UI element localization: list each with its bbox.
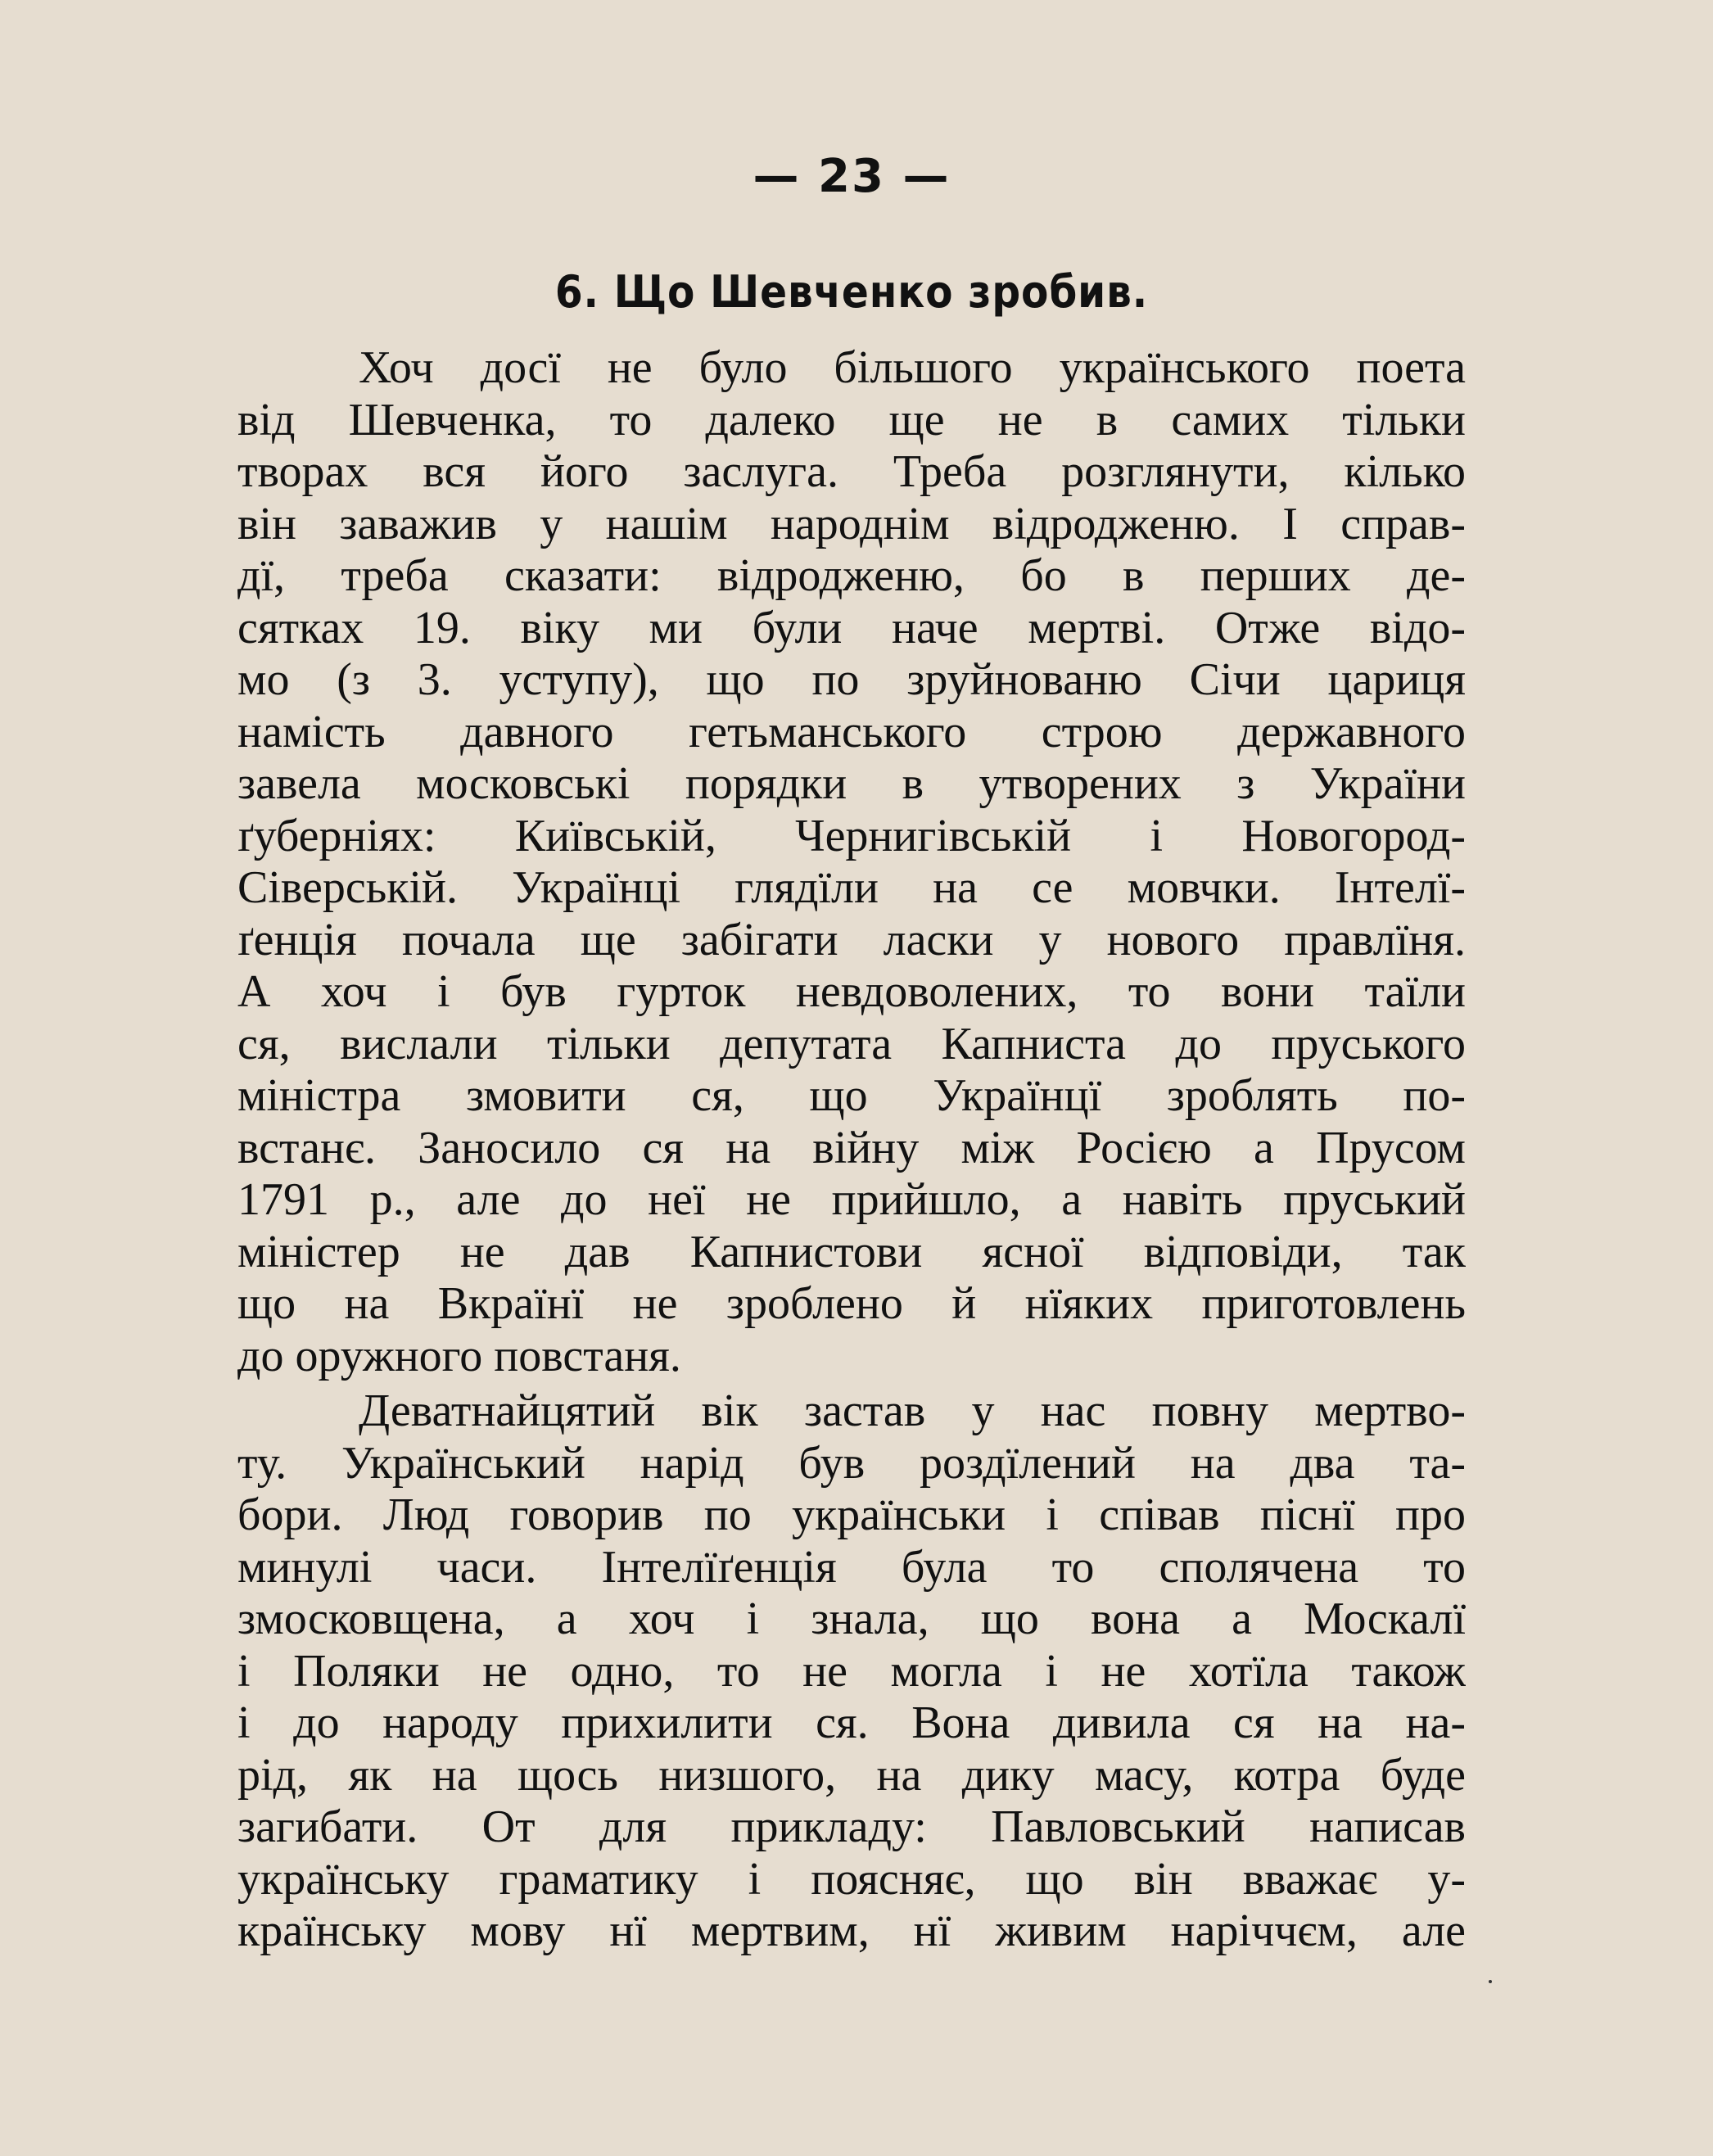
text-line: ґуберніях: Київській, Чернигівській і Новогород- [237, 810, 1466, 861]
text-line: він заважив у нашім народнім відродженю. І справ- [237, 498, 1466, 549]
text-line: що на Вкраїнї не зроблено й нїяких приготовлень [237, 1278, 1466, 1329]
text-line: бори. Люд говорив по українськи і співав піснї про [237, 1489, 1466, 1540]
text-line: встанє. Заносило ся на війну між Росією а Прусом [237, 1122, 1466, 1173]
page-number: — 23 — [753, 150, 951, 203]
text-line: намість давного гетьманського строю державного [237, 706, 1466, 757]
text-line: ґенція почала ще забігати ласки у нового правлїня. [237, 914, 1466, 965]
text-line: 1791 р., але до неї не прийшло, а навіть пруський [237, 1174, 1466, 1225]
text-line: українську граматику і поясняє, що він вважає у- [237, 1853, 1466, 1905]
text-line: до оружного повстаня. [237, 1330, 681, 1381]
text-line: Сіверській. Українці глядїли на се мовчки. Інтелї- [237, 862, 1466, 913]
paragraph-1 [237, 342, 1466, 1382]
text-line: міністер не дав Капнистови ясної відповіди, так [237, 1226, 1466, 1277]
text-line: рід, як на щось низшого, на дику масу, котра буде [237, 1749, 1466, 1801]
print-speck [1489, 1980, 1492, 1983]
text-line: сятках 19. віку ми були наче мертві. Отже відо- [237, 602, 1466, 653]
text-line: і Поляки не одно, то не могла і не хотїла також [237, 1645, 1466, 1697]
text-line: ся, вислали тільки депутата Капниста до пруського [237, 1018, 1466, 1069]
section-title: 6. Що Шевченко зробив. [554, 266, 1149, 318]
text-line: А хоч і був гурток невдоволених, то вони таїли [237, 966, 1466, 1017]
text-line: дї, треба сказати: відродженю, бо в перших де- [237, 550, 1466, 601]
paragraph-2 [237, 1385, 1466, 1958]
text-line: Деватнайцятий вік застав у нас повну мертво- [359, 1385, 1466, 1436]
text-line: завела московські порядки в утворених з України [237, 758, 1466, 809]
text-line: творах вся його заслуга. Треба розглянути, кілько [237, 446, 1466, 497]
text-line: Хоч досї не було більшого українського поета [359, 342, 1466, 393]
text-line: від Шевченка, то далеко ще не в самих тільки [237, 394, 1466, 445]
text-line: міністра змовити ся, що Українцї зроблять по- [237, 1070, 1466, 1121]
text-line: минулі часи. Інтелїґенція була то сполячена то [237, 1541, 1466, 1593]
text-line: і до народу прихилити ся. Вона дивила ся на на- [237, 1697, 1466, 1748]
text-line: загибати. От для прикладу: Павловський написав [237, 1801, 1466, 1852]
text-line: змосковщена, а хоч і знала, що вона а Москалї [237, 1593, 1466, 1644]
text-line: мо (з 3. уступу), що по зруйнованю Січи цариця [237, 654, 1466, 705]
text-line: ту. Український нарід був роздїлений на два та- [237, 1437, 1466, 1489]
text-line: країнську мову нї мертвим, нї живим наріччєм, але [237, 1905, 1466, 1956]
